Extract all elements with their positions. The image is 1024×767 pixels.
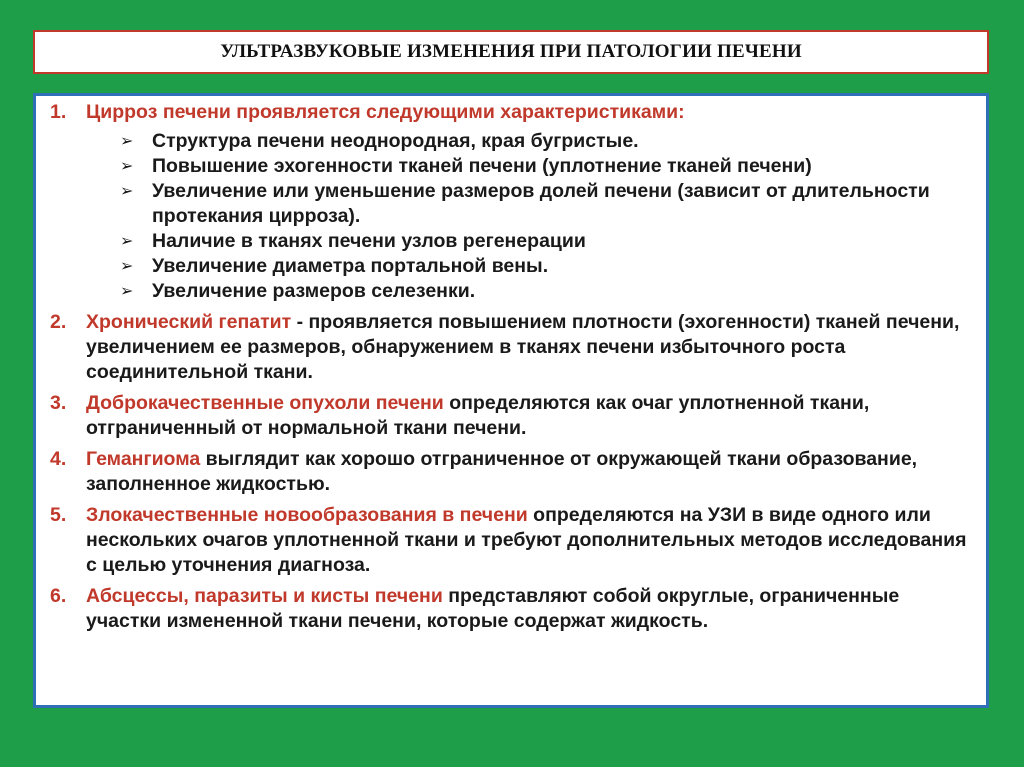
arrow-bullet-icon: ➢	[120, 283, 134, 300]
item-text: выглядит как хорошо отграниченное от окружающей ткани образование, заполненное жидкостью.	[86, 448, 918, 495]
item-number: 4.	[50, 448, 67, 470]
item-text: определяются на УЗИ в виде одного или нескольких очагов уплотненной ткани и требуют дополнительных методов исследования с целью уточнения диагноза.	[86, 504, 967, 576]
item-heading: Хронический гепатит	[86, 311, 292, 333]
item-text: - проявляется повышением плотности (эхогенности) тканей печени, увеличением ее размеров, обнаружением в тканях печени избыточного роста соединительной ткани.	[86, 311, 960, 383]
item-text: определяются как очаг уплотненной ткани, отграниченный от нормальной ткани печени.	[86, 392, 870, 439]
list-item-2	[50, 310, 972, 385]
item-heading: Доброкачественные опухоли печени	[86, 392, 444, 414]
item-heading: Злокачественные новообразования в печени	[86, 504, 528, 526]
bullet-item: ➢ Наличие в тканях печени узлов регенерации	[120, 230, 586, 252]
arrow-bullet-icon: ➢	[120, 233, 134, 250]
list-item-4	[50, 447, 972, 497]
item-number: 1.	[50, 101, 67, 123]
arrow-bullet-icon: ➢	[120, 258, 134, 275]
content-box	[33, 93, 989, 708]
arrow-bullet-icon: ➢	[120, 158, 134, 175]
list-item-3	[50, 391, 972, 441]
bullet-item: ➢ Повышение эхогенности тканей печени (уплотнение тканей печени)	[120, 155, 812, 177]
list-item-1	[50, 100, 972, 125]
title-box	[33, 30, 989, 74]
slide-title: УЛЬТРАЗВУКОВЫЕ ИЗМЕНЕНИЯ ПРИ ПАТОЛОГИИ ПЕЧЕНИ	[220, 41, 802, 62]
bullet-item: ➢ Увеличение диаметра портальной вены.	[120, 255, 549, 277]
item-number: 6.	[50, 585, 67, 607]
bullet-item: ➢ Увеличение или уменьшение размеров долей печени (зависит от длительности протекания цирроза).	[120, 180, 930, 227]
bullet-item: ➢ Структура печени неоднородная, края бугристые.	[120, 130, 639, 152]
item-number: 3.	[50, 392, 67, 414]
item-heading: Гемангиома	[86, 448, 201, 470]
list-item-5	[50, 503, 972, 578]
cirrhosis-bullets	[50, 129, 972, 304]
item-number: 5.	[50, 504, 67, 526]
item-number: 2.	[50, 311, 67, 333]
item-text: представляют собой округлые, ограниченные участки измененной ткани печени, которые содержат жидкость.	[86, 585, 900, 632]
item-heading: Абсцессы, паразиты и кисты печени	[86, 585, 443, 607]
list-item-6	[50, 584, 972, 634]
arrow-bullet-icon: ➢	[120, 183, 134, 200]
bullet-item: ➢ Увеличение размеров селезенки.	[120, 280, 476, 302]
arrow-bullet-icon: ➢	[120, 133, 134, 150]
item-heading: Цирроз печени проявляется следующими характеристиками:	[86, 101, 685, 123]
